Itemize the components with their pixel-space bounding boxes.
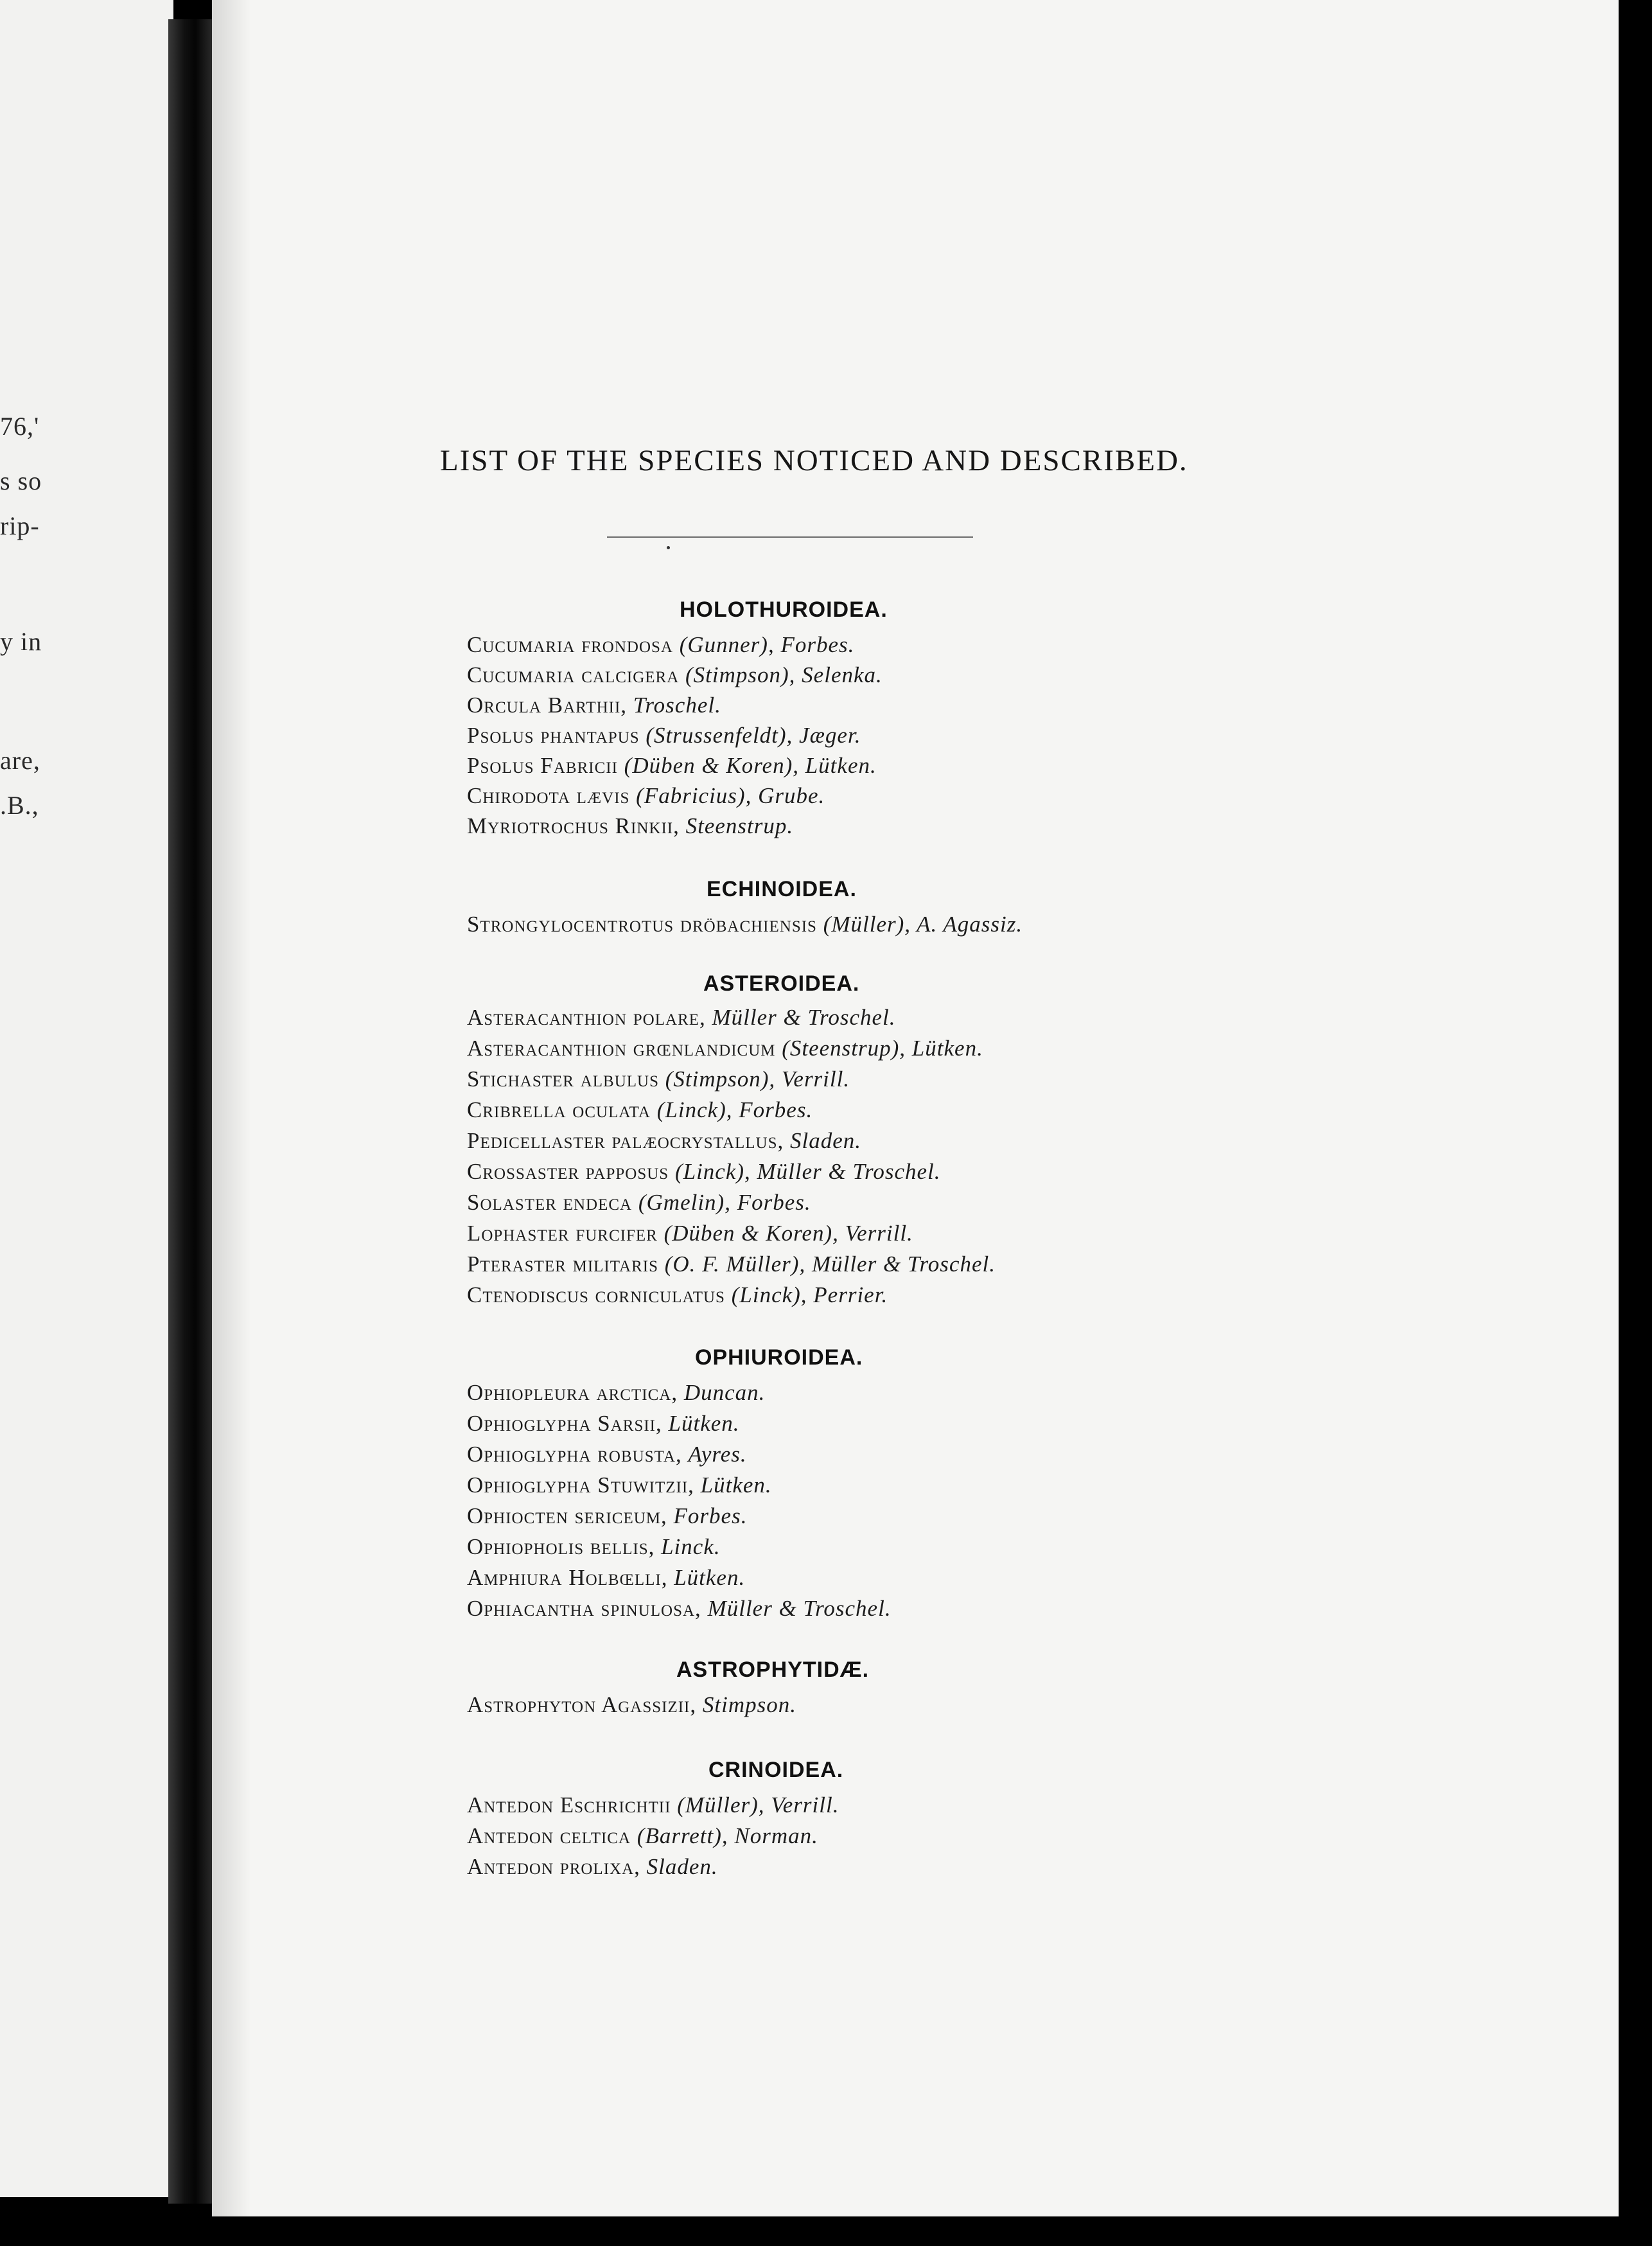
species-entry [467,1282,888,1308]
species-name: Asteracanthion polare, [467,1005,706,1030]
species-authority: (Düben & Koren), Lütken. [624,753,877,778]
species-name: Myriotrochus Rinkii, [467,813,680,838]
species-authority: Lütken. [674,1565,746,1590]
species-name: Ophiopleura arctica, [467,1380,678,1405]
species-entry [467,1251,996,1277]
species-authority: Sladen. [790,1128,862,1153]
section-heading-crinoidea: CRINOIDEA. [708,1758,844,1782]
species-entry [467,1190,811,1216]
species-name: Antedon Eschrichtii [467,1792,671,1817]
species-name: Psolus phantapus [467,723,640,748]
rule-dot [667,546,670,549]
species-entry [467,1565,745,1591]
species-name: Ophioglypha Stuwitzii, [467,1472,694,1498]
species-name: Ophiacantha spinulosa, [467,1596,701,1621]
species-authority: (Stimpson), Verrill. [665,1066,850,1092]
species-authority: (Linck), Forbes. [656,1097,813,1122]
species-name: Amphiura Holbœlli, [467,1565,668,1590]
species-authority: Stimpson. [702,1692,796,1717]
species-entry [467,1097,813,1123]
left-margin-text: 76,' [0,412,40,441]
species-authority: (Steenstrup), Lütken. [782,1036,983,1061]
species-authority: (Müller), A. Agassiz. [823,912,1023,937]
species-entry [467,1066,850,1092]
species-name: Psolus Fabricii [467,753,618,778]
species-name: Antedon prolixa, [467,1854,640,1879]
species-name: Cucumaria calcigera [467,662,680,687]
species-entry [467,632,854,658]
species-name: Solaster endeca [467,1190,633,1215]
species-authority: Forbes. [673,1503,748,1528]
section-heading-holothuroidea: HOLOTHUROIDEA. [680,597,888,622]
species-authority: Müller & Troschel. [712,1005,896,1030]
species-authority: (O. F. Müller), Müller & Troschel. [664,1251,996,1277]
species-name: Antedon celtica [467,1823,631,1848]
section-heading-echinoidea: ECHINOIDEA. [707,877,857,901]
species-entry [467,662,883,688]
species-authority: (Gmelin), Forbes. [638,1190,811,1215]
species-name: Cribrella oculata [467,1097,651,1122]
species-entry [467,1854,718,1880]
species-entry [467,1823,818,1849]
species-entry [467,1442,747,1467]
species-name: Ctenodiscus corniculatus [467,1282,725,1307]
left-page-fragment [0,0,173,2197]
page-title: LIST OF THE SPECIES NOTICED AND DESCRIBED. [440,444,1188,477]
species-name: Strongylocentrotus dröbachiensis [467,912,817,937]
species-authority: Lütken. [700,1472,772,1498]
species-name: Ophiopholis bellis, [467,1534,655,1559]
species-authority: Sladen. [646,1854,718,1879]
species-entry [467,783,825,809]
species-entry [467,1472,772,1498]
species-authority: Linck. [661,1534,721,1559]
species-entry [467,1534,721,1560]
species-authority: Steenstrup. [685,813,794,838]
species-entry [467,813,793,839]
species-entry [467,1792,839,1818]
species-entry [467,912,1023,937]
species-authority: Duncan. [683,1380,766,1405]
species-authority: (Gunner), Forbes. [679,632,855,657]
species-authority: (Stimpson), Selenka. [685,662,883,687]
species-authority: (Müller), Verrill. [677,1792,839,1817]
species-entry [467,1221,913,1246]
species-authority: (Düben & Koren), Verrill. [663,1221,913,1246]
species-entry [467,1692,796,1718]
species-authority: (Linck), Müller & Troschel. [674,1159,941,1184]
species-authority: (Barrett), Norman. [637,1823,818,1848]
section-heading-ophiuroidea: OPHIUROIDEA. [695,1345,863,1370]
title-rule [607,536,973,538]
left-margin-text: are, [0,746,40,775]
species-authority: Troschel. [633,693,721,718]
section-heading-astrophytidae: ASTROPHYTIDÆ. [676,1658,870,1682]
species-name: Ophioglypha robusta, [467,1442,682,1467]
species-name: Pedicellaster palæocrystallus, [467,1128,784,1153]
species-entry [467,693,721,718]
species-authority: (Strussenfeldt), Jæger. [646,723,861,748]
right-page [212,0,1619,2216]
species-entry [467,1411,740,1437]
species-entry [467,1596,892,1622]
left-margin-text: rip- [0,511,40,540]
species-entry [467,1036,983,1061]
species-entry [467,753,877,779]
species-authority: Lütken. [668,1411,740,1436]
species-entry [467,723,861,748]
section-heading-asteroidea: ASTEROIDEA. [703,971,860,996]
species-name: Asteracanthion grœnlandicum [467,1036,776,1061]
page-shadow [212,0,250,2216]
book-gutter [168,19,213,2204]
species-name: Stichaster albulus [467,1066,659,1092]
species-name: Orcula Barthii, [467,693,628,718]
species-name: Chirodota lævis [467,783,630,808]
species-name: Lophaster furcifer [467,1221,658,1246]
left-margin-text: y in [0,627,42,656]
species-name: Cucumaria frondosa [467,632,673,657]
species-name: Crossaster papposus [467,1159,669,1184]
species-name: Pteraster militaris [467,1251,658,1277]
species-entry [467,1128,861,1154]
species-name: Astrophyton Agassizii, [467,1692,697,1717]
species-entry [467,1503,747,1529]
species-authority: (Linck), Perrier. [731,1282,888,1307]
species-name: Ophiocten sericeum, [467,1503,667,1528]
species-authority: (Fabricius), Grube. [636,783,825,808]
species-name: Ophioglypha Sarsii, [467,1411,662,1436]
species-authority: Ayres. [688,1442,747,1467]
species-entry [467,1005,896,1030]
left-margin-text: s so [0,466,42,495]
species-entry [467,1380,765,1406]
left-margin-text: .B., [0,791,39,820]
species-entry [467,1159,941,1185]
species-authority: Müller & Troschel. [707,1596,892,1621]
